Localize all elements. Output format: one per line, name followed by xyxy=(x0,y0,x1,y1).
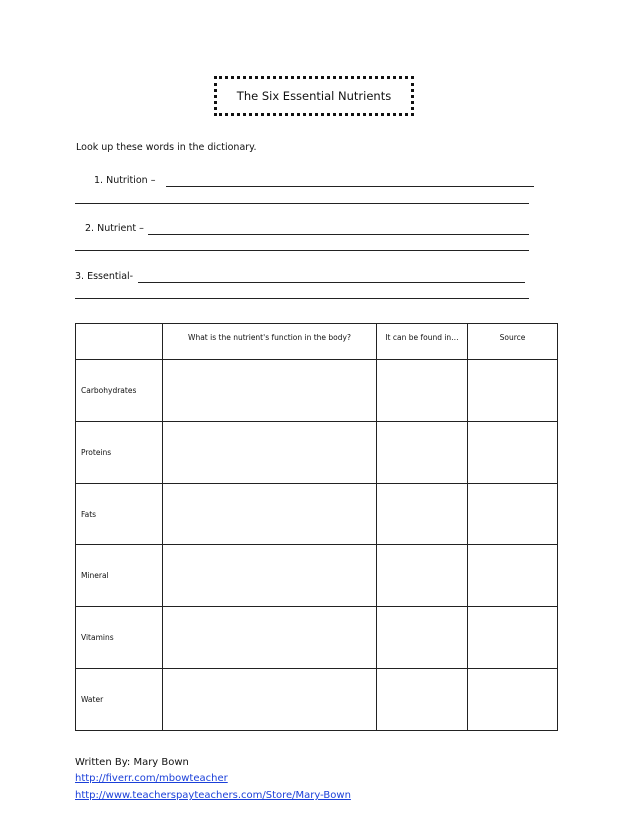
table-row xyxy=(76,483,558,545)
fiverr-link[interactable]: http://fiverr.com/mbowteacher xyxy=(75,773,228,784)
answer-cell[interactable] xyxy=(163,483,377,545)
definition-3-line-a xyxy=(138,282,525,283)
header-found-in: It can be found in… xyxy=(377,324,468,360)
row-label-carbohydrates: Carbohydrates xyxy=(76,360,163,422)
table-row xyxy=(76,360,558,422)
header-source: Source xyxy=(468,324,558,360)
definition-3-line-b xyxy=(75,298,529,299)
answer-cell[interactable] xyxy=(163,545,377,607)
row-label-vitamins: Vitamins xyxy=(76,607,163,669)
row-label-water: Water xyxy=(76,669,163,731)
footer-link-row-1 xyxy=(75,773,228,784)
definition-1-line-a xyxy=(166,186,534,187)
answer-cell[interactable] xyxy=(468,545,558,607)
table-row xyxy=(76,421,558,483)
author-credit: Written By: Mary Bown xyxy=(75,757,189,768)
answer-cell[interactable] xyxy=(468,360,558,422)
table-row xyxy=(76,607,558,669)
worksheet-title-box xyxy=(214,76,414,116)
instructions-text: Look up these words in the dictionary. xyxy=(76,142,257,153)
table-row xyxy=(76,669,558,731)
answer-cell[interactable] xyxy=(377,669,468,731)
answer-cell[interactable] xyxy=(377,607,468,669)
answer-cell[interactable] xyxy=(468,669,558,731)
definition-3-label: 3. Essential- xyxy=(75,271,134,282)
row-label-mineral: Mineral xyxy=(76,545,163,607)
worksheet-title: The Six Essential Nutrients xyxy=(236,89,392,103)
answer-cell[interactable] xyxy=(377,421,468,483)
row-label-proteins: Proteins xyxy=(76,421,163,483)
answer-cell[interactable] xyxy=(163,669,377,731)
answer-cell[interactable] xyxy=(468,421,558,483)
answer-cell[interactable] xyxy=(163,421,377,483)
definition-2-line-b xyxy=(75,250,529,251)
tpt-store-link[interactable]: http://www.teacherspayteachers.com/Store/Mary-Bown xyxy=(75,790,351,801)
answer-cell[interactable] xyxy=(468,607,558,669)
answer-cell[interactable] xyxy=(468,483,558,545)
table-header-row xyxy=(76,324,558,360)
definition-2-line-a xyxy=(148,234,529,235)
table-row xyxy=(76,545,558,607)
answer-cell[interactable] xyxy=(377,360,468,422)
answer-cell[interactable] xyxy=(377,545,468,607)
definition-1-line-b xyxy=(75,203,529,204)
row-label-fats: Fats xyxy=(76,483,163,545)
footer-link-row-2 xyxy=(75,790,351,801)
answer-cell[interactable] xyxy=(163,607,377,669)
answer-cell[interactable] xyxy=(163,360,377,422)
definition-2-label: 2. Nutrient – xyxy=(85,223,144,234)
header-blank xyxy=(76,324,163,360)
definition-1-label: 1. Nutrition – xyxy=(94,175,156,186)
nutrients-table xyxy=(75,323,558,731)
answer-cell[interactable] xyxy=(377,483,468,545)
header-function: What is the nutrient's function in the body? xyxy=(163,324,377,360)
